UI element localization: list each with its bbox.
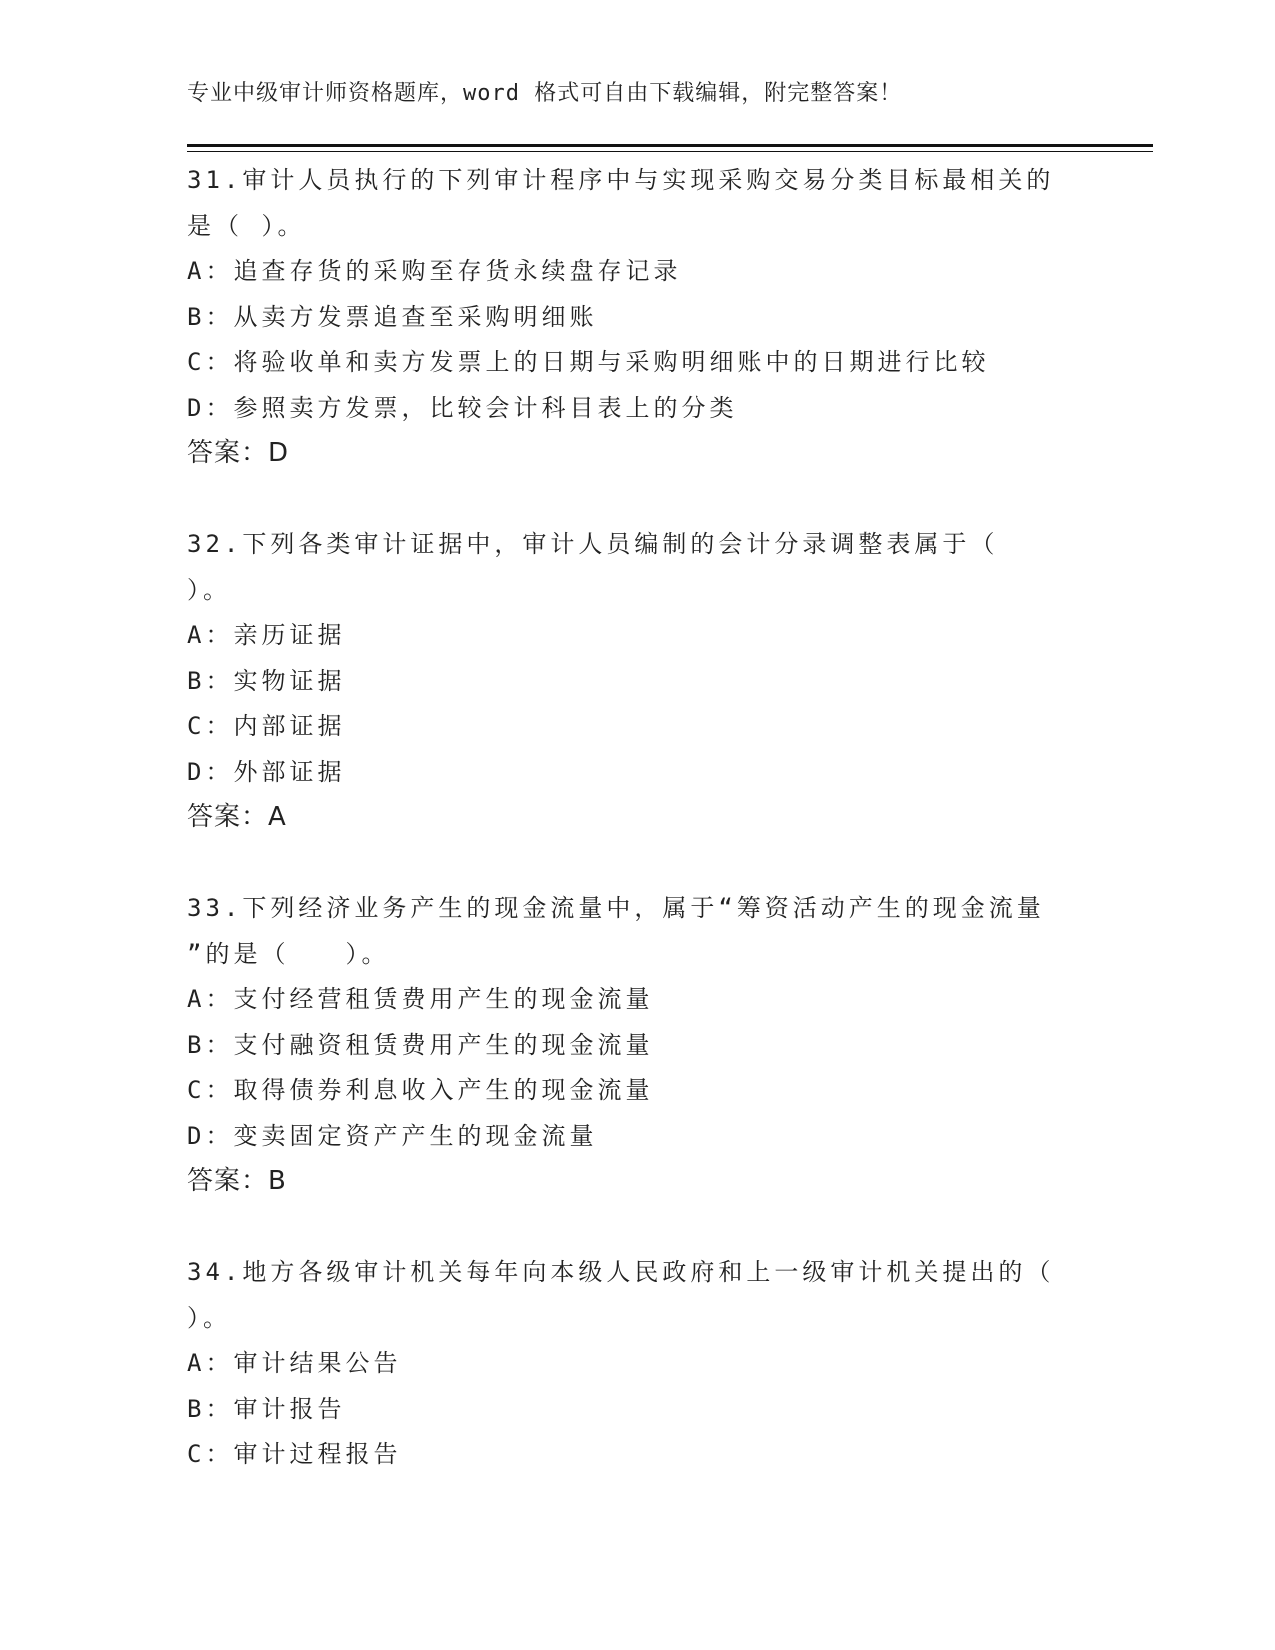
question-list [187, 158, 1087, 1478]
answer: 答案：D [187, 438, 290, 468]
answer: 答案：A [187, 802, 287, 832]
option-d: D：外部证据 [187, 757, 346, 786]
question-31 [187, 158, 1087, 477]
header-rule-thick [187, 144, 1153, 147]
answer: 答案：B [187, 1166, 287, 1196]
option-c: C：审计过程报告 [187, 1440, 402, 1468]
question-stem: 33.下列经济业务产生的现金流量中，属于“筹资活动产生的现金流量 [187, 894, 1045, 922]
option-d: D：变卖固定资产产生的现金流量 [187, 1121, 598, 1150]
spacer [187, 841, 1087, 887]
question-32 [187, 522, 1087, 841]
question-stem: 32.下列各类审计证据中，审计人员编制的会计分录调整表属于（ [187, 530, 999, 558]
question-stem-cont: ”的是（ ）。 [187, 939, 390, 968]
option-d: D：参照卖方发票，比较会计科目表上的分类 [187, 393, 738, 422]
option-b: B：审计报告 [187, 1394, 346, 1423]
spacer [187, 477, 1087, 523]
option-a: A：支付经营租赁费用产生的现金流量 [187, 985, 654, 1013]
option-a: A：亲历证据 [187, 621, 346, 649]
option-c: C：将验收单和卖方发票上的日期与采购明细账中的日期进行比较 [187, 348, 990, 376]
question-33 [187, 886, 1087, 1205]
question-stem-cont: 是（ ）。 [187, 211, 306, 240]
spacer [187, 1205, 1087, 1251]
page-header: 专业中级审计师资格题库，word 格式可自由下载编辑，附完整答案！ [187, 81, 903, 106]
option-b: B：从卖方发票追查至采购明细账 [187, 302, 598, 331]
question-stem: 31.审计人员执行的下列审计程序中与实现采购交易分类目标最相关的 [187, 166, 1055, 194]
option-a: A：追查存货的采购至存货永续盘存记录 [187, 257, 682, 285]
question-stem-cont: ）。 [187, 575, 231, 604]
option-b: B：实物证据 [187, 666, 346, 695]
option-a: A：审计结果公告 [187, 1349, 402, 1377]
header-rule-thin [187, 151, 1153, 152]
option-b: B：支付融资租赁费用产生的现金流量 [187, 1030, 654, 1059]
option-c: C：取得债券利息收入产生的现金流量 [187, 1076, 654, 1104]
question-stem-cont: ）。 [187, 1303, 231, 1332]
option-c: C：内部证据 [187, 712, 346, 740]
question-stem: 34.地方各级审计机关每年向本级人民政府和上一级审计机关提出的（ [187, 1258, 1055, 1286]
question-34 [187, 1250, 1087, 1478]
